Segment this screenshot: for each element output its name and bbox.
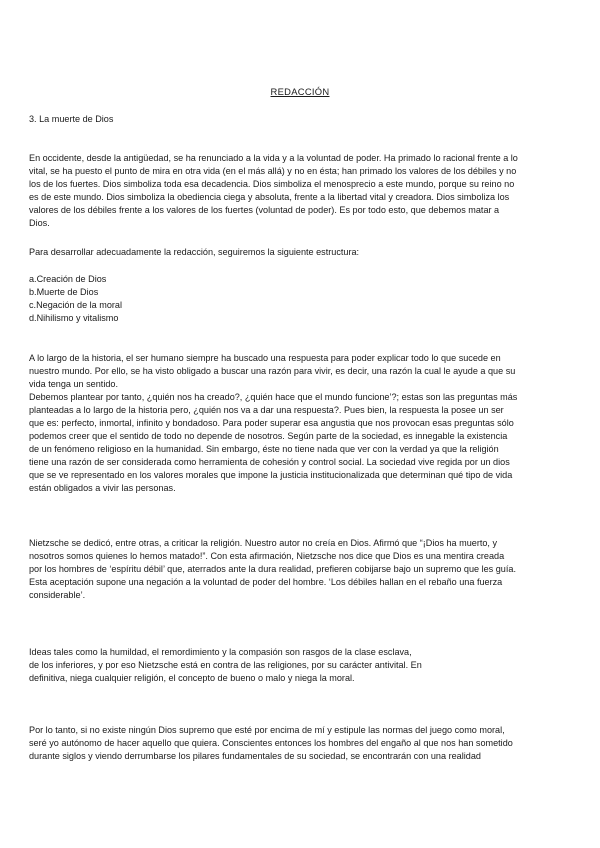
text-line: que se ve representado en los valores morales que impone la justicia institucionalizada que determinan qué tipo de vida [29,470,513,480]
text-line: podemos creer que el sentido de todo no depende de nosotros. Según parte de la sociedad, es innegable la existencia [29,431,508,441]
paragraph-conclusion [29,724,513,763]
section-heading: 3. La muerte de Dios [29,114,114,124]
text-line: vital, se ha puesto el punto de mira en otra vida (en el más allá) y no en ésta; han primado los valores de los débiles y no [29,166,517,176]
text-line: Esta aceptación supone una negación a la voluntad de poder del hombre. ‘Los débiles hallan en el rebaño una fuerza [29,577,503,587]
text-line: es de este mundo. Dios simboliza la obediencia ciega y absoluta, frente a la libertad vital y creadora. Dios simboliza los [29,192,510,202]
text-line: nosotros somos quienes lo hemos matado!”. Con esta afirmación, Nietzsche nos dice que Dios es una mentira creada [29,551,505,561]
text-line: A lo largo de la historia, el ser humano siempre ha buscado una respuesta para poder explicar todo lo que sucede en [29,353,501,363]
paragraph-nietzsche [29,537,516,602]
text-line: considerable’. [29,590,86,600]
text-line: Para desarrollar adecuadamente la redacción, seguiremos la siguiente estructura: [29,247,360,257]
text-line: por los hombres de ‘espíritu débil’ que, aterrados ante la dura realidad, prefieren cobijarse bajo un supremo que les guía. [29,564,516,574]
list-item: a.Creación de Dios [29,274,107,284]
document-title: REDACCIÓN [270,86,330,97]
text-line: de un fenómeno religioso en la humanidad. Sin embargo, éste no tiene nada que ver con la verdad ya que la religión [29,444,499,454]
text-line: de los inferiores, y por eso Nietzsche está en contra de las religiones, por su carácter antivital. En [29,660,422,670]
paragraph-history [29,352,517,495]
text-line: valores de los débiles frente a los valores de los fuertes (voluntad de poder). Es por todo esto, que debemos matar a [29,205,500,215]
text-line: tiene una razón de ser considerada como herramienta de cohesión y control social. La sociedad vive regida por un dios [29,457,510,467]
text-line: Debemos plantear por tanto, ¿quién nos ha creado?, ¿quién hace que el mundo funcione’?; estas son las preguntas más [29,392,518,402]
text-line: Por lo tanto, si no existe ningún Dios supremo que esté por encima de mí y estipule las normas del juego como moral, [29,725,505,735]
text-line: planteadas a lo largo de la historia pero, ¿quién nos va a dar una respuesta?. Pues bien, la respuesta la posee un ser [29,405,504,415]
list-item: d.Nihilismo y vitalismo [29,313,119,323]
text-line: En occidente, desde la antigüedad, se ha renunciado a la vida y a la voluntad de poder. Ha primado lo racional frente a lo [29,153,518,163]
text-line: Dios. [29,218,50,228]
text-line: vida tenga un sentido. [29,379,118,389]
text-line: Ideas tales como la humildad, el remordimiento y la compasión son rasgos de la clase esclava, [29,647,412,657]
paragraph-intro [29,152,518,230]
list-item: b.Muerte de Dios [29,287,99,297]
list-item: c.Negación de la moral [29,300,123,310]
text-line: que es: perfecto, inmortal, infinito y bondadoso. Para poder superar esa angustia que nos provocan esas preguntas sólo [29,418,514,428]
paragraph-structure-intro [29,246,359,259]
text-line: seré yo autónomo de hacer aquello que quiera. Conscientes entonces los hombres del engaño al que nos han sometido [29,738,513,748]
text-line: definitiva, niega cualquier religión, el concepto de bueno o malo y niega la moral. [29,673,355,683]
text-line: durante siglos y viendo derrumbarse los pilares fundamentales de su sociedad, se encontrarán con una realidad [29,751,481,761]
text-line: están obligados a vivir las personas. [29,483,176,493]
text-line: nuestro mundo. Por ello, se ha visto obligado a buscar una razón para vivir, es decir, una razón la cual le ayude a que su [29,366,516,376]
structure-list [29,273,122,325]
paragraph-ideas [29,646,422,685]
text-line: los de los fuertes. Dios simboliza toda esa decadencia. Dios simboliza el menosprecio a este mundo, porque su reino no [29,179,515,189]
text-line: Nietzsche se dedicó, entre otras, a criticar la religión. Nuestro autor no creía en Dios. Afirmó que “¡Dios ha muerto, y [29,538,498,548]
